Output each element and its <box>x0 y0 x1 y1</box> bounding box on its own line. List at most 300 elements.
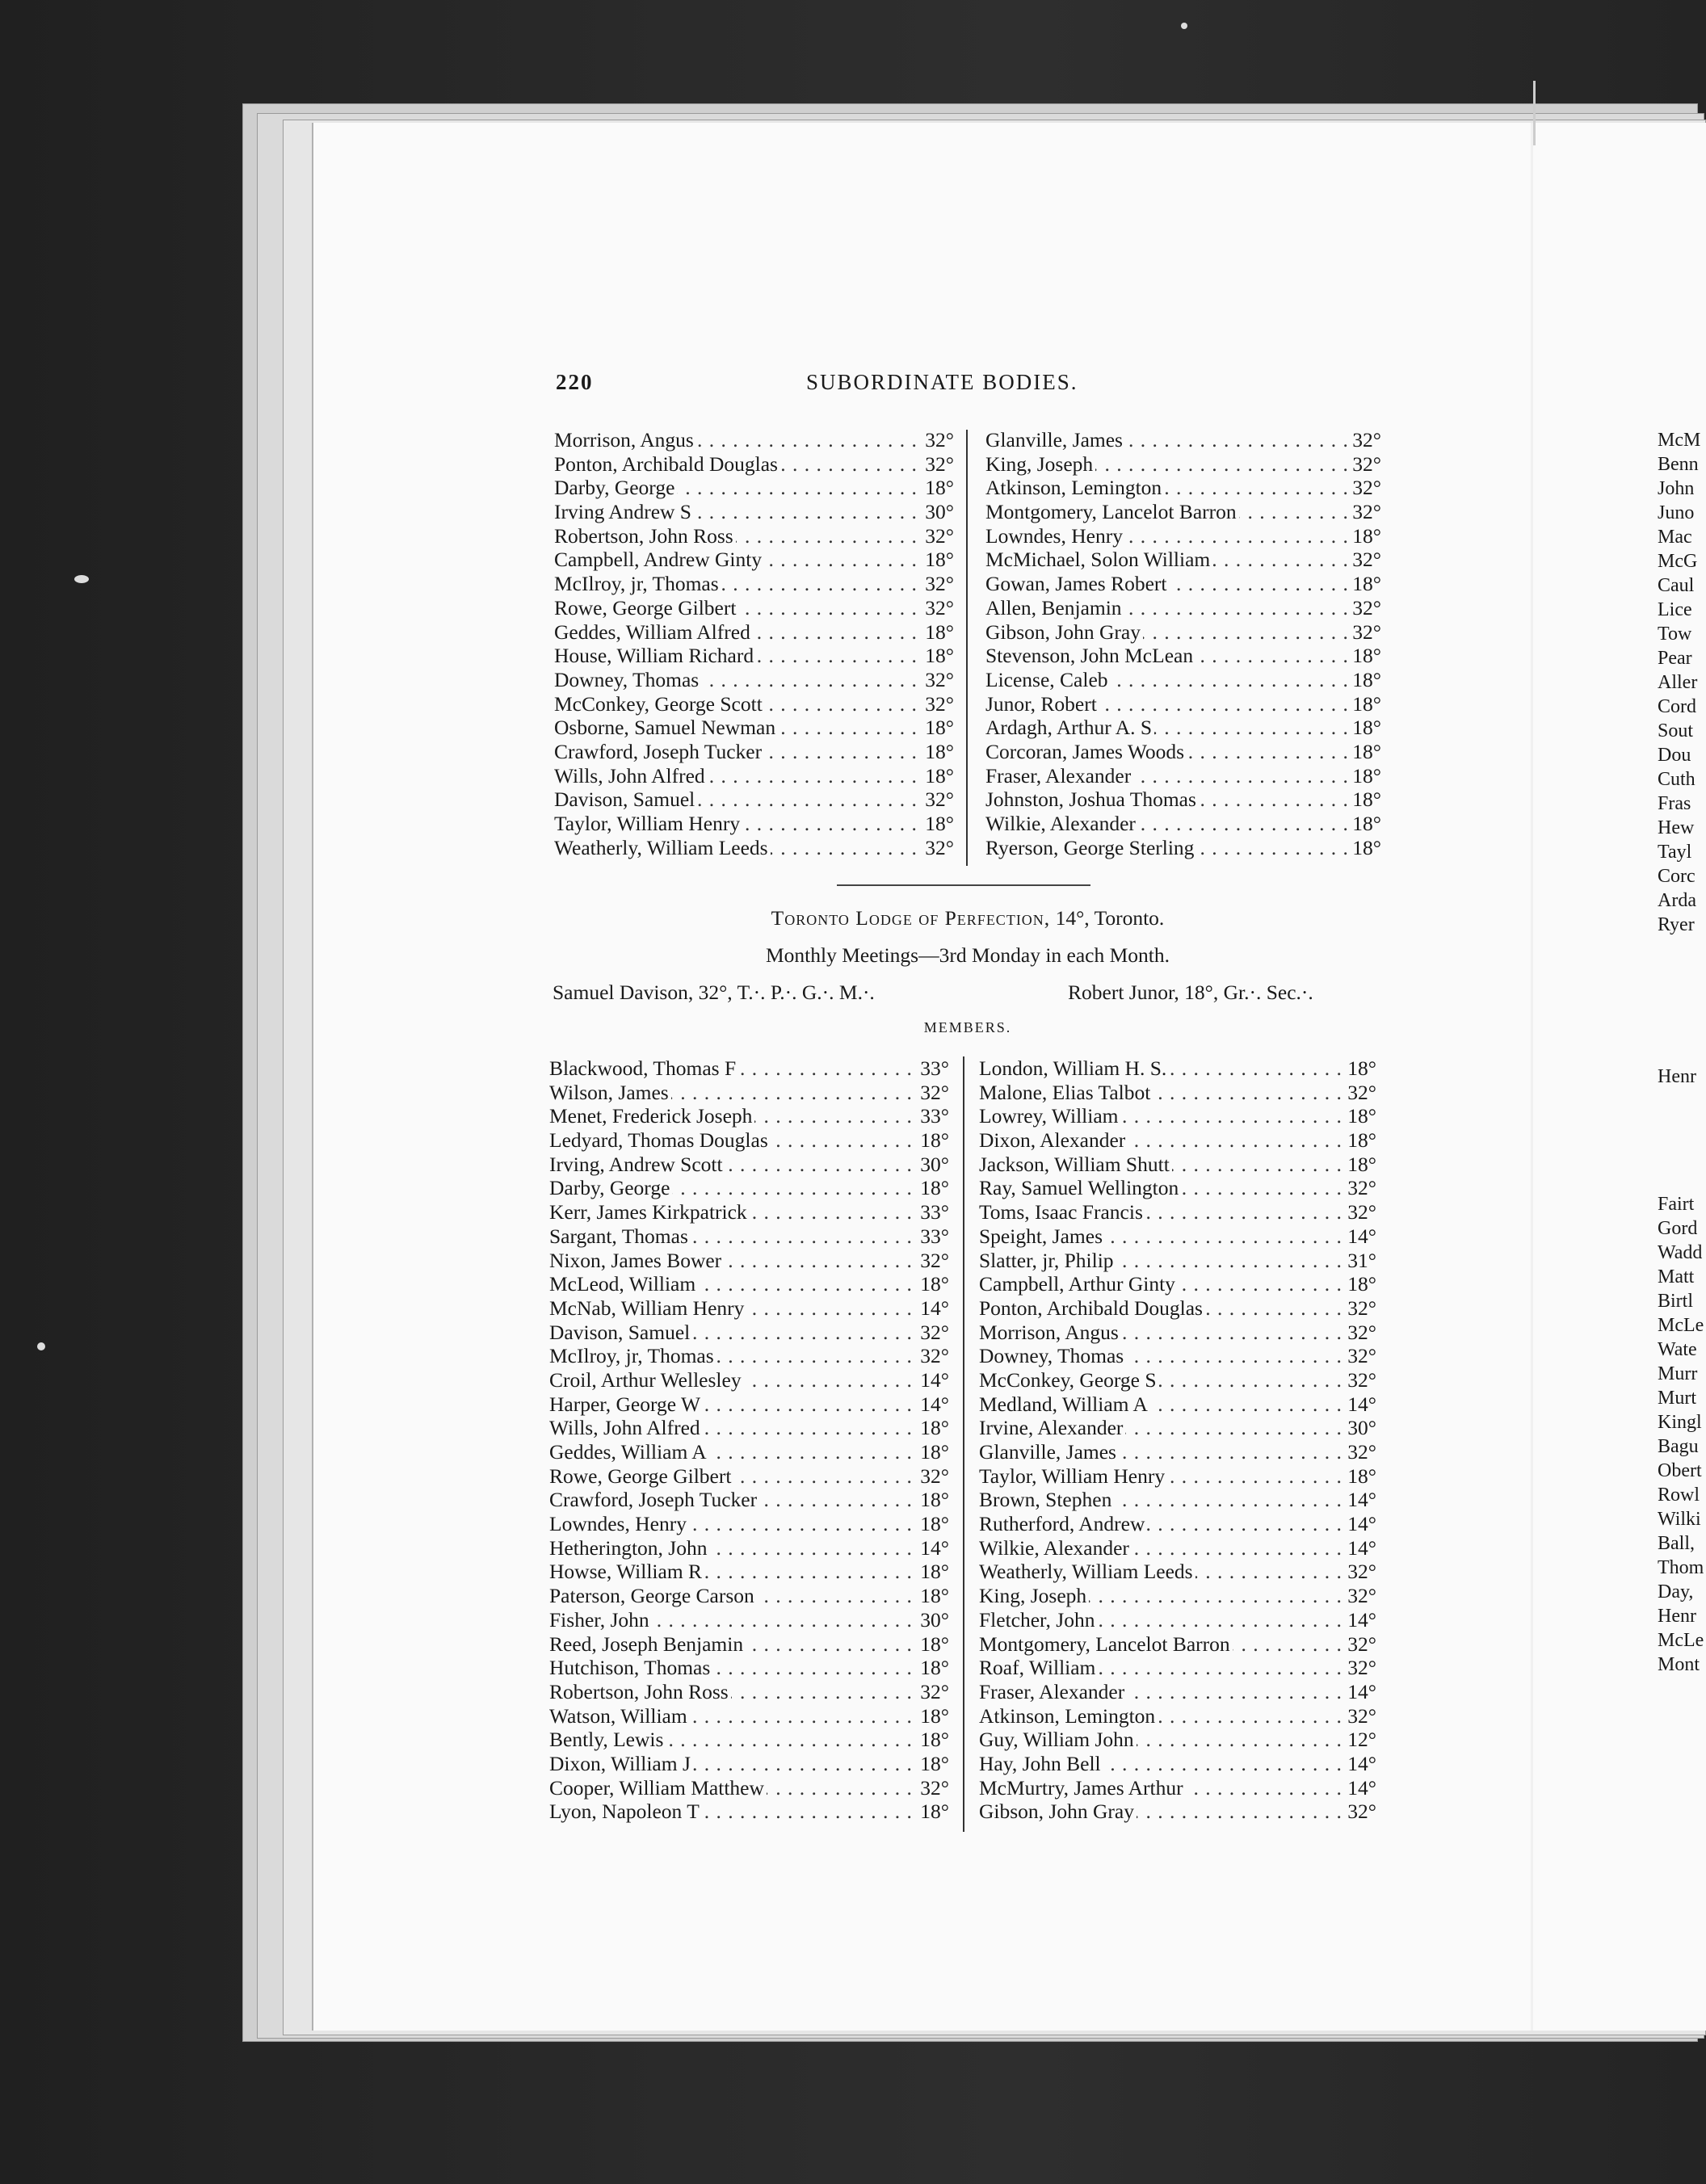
next-page-fragment: Pear <box>1658 648 1692 669</box>
member-name: King, Joseph <box>979 1584 1089 1607</box>
member-degree: 32° <box>1345 1344 1376 1368</box>
member-name: McNab, William Henry <box>549 1296 746 1320</box>
member-name: Junor, Robert <box>985 692 1099 716</box>
member-degree: 33° <box>918 1200 949 1224</box>
member-name: Fisher, John <box>549 1608 652 1632</box>
next-page-fragment: Birtl <box>1658 1291 1694 1312</box>
roster-entry <box>985 644 1381 668</box>
roster-entry <box>985 836 1381 860</box>
member-name: Glanville, James <box>985 428 1125 452</box>
member-name: Allen, Benjamin <box>985 596 1124 620</box>
next-page-fragment: Fairt <box>1658 1194 1695 1215</box>
member-degree: 33° <box>918 1224 949 1249</box>
scan-speck <box>74 575 89 583</box>
column-divider <box>966 430 968 866</box>
roster-entry <box>554 740 954 764</box>
roster-entry <box>549 1056 949 1081</box>
member-name: Slatter, jr, Philip <box>979 1249 1116 1272</box>
roster-entry <box>979 1296 1376 1321</box>
member-name: Dixon, William J <box>549 1752 693 1775</box>
next-page-fragment: Obert <box>1658 1460 1702 1481</box>
member-degree: 32° <box>1345 1800 1376 1824</box>
member-name: Morrison, Angus <box>554 428 696 452</box>
member-degree: 32° <box>1350 452 1381 477</box>
member-name: Paterson, George Carson <box>549 1584 757 1607</box>
roster-entry <box>979 1560 1376 1584</box>
member-degree: 32° <box>918 1081 949 1105</box>
next-page-fragment: Wadd <box>1658 1242 1703 1263</box>
member-name: Irving Andrew S <box>554 500 694 523</box>
next-page-fragment: Wilki <box>1658 1509 1701 1530</box>
top-roster-right <box>985 428 1381 859</box>
next-page-fragment: Murt <box>1658 1388 1696 1409</box>
roster-entry <box>979 1416 1376 1440</box>
roster-entry <box>979 1056 1376 1081</box>
roster-entry <box>554 524 954 548</box>
member-degree: 18° <box>922 620 954 645</box>
member-name: Wilson, James <box>549 1081 671 1104</box>
member-name: Toms, Isaac Francis <box>979 1200 1145 1224</box>
member-name: Taylor, William Henry <box>979 1464 1167 1488</box>
member-name: Ponton, Archibald Douglas <box>979 1296 1205 1320</box>
scan-speck <box>37 1342 45 1350</box>
member-name: Guy, William John <box>979 1728 1137 1751</box>
roster-entry <box>549 1440 949 1464</box>
member-name: Jackson, William Shutt <box>979 1153 1172 1176</box>
roster-entry <box>979 1752 1376 1776</box>
next-page-fragment: Murr <box>1658 1363 1698 1384</box>
member-name: Ryerson, George Sterling <box>985 836 1196 859</box>
member-degree: 18° <box>1345 1128 1376 1153</box>
member-name: Geddes, William A <box>549 1440 709 1464</box>
next-page-fragment: McM <box>1658 430 1701 451</box>
member-name: McIlroy, jr, Thomas <box>549 1344 716 1367</box>
roster-entry <box>554 452 954 477</box>
roster-entry <box>979 1488 1376 1512</box>
member-degree: 14° <box>1345 1752 1376 1776</box>
member-degree: 18° <box>922 476 954 500</box>
members-left <box>549 1056 949 1824</box>
page-header <box>556 370 1404 402</box>
roster-entry <box>985 596 1381 620</box>
page-gutter <box>1531 123 1533 2031</box>
member-name: Rowe, George Gilbert <box>554 596 738 620</box>
scan-speck <box>1181 23 1187 29</box>
roster-entry <box>985 764 1381 788</box>
member-name: Fraser, Alexander <box>985 764 1133 788</box>
roster-entry <box>979 1272 1376 1296</box>
member-degree: 32° <box>1350 548 1381 572</box>
roster-entry <box>985 428 1381 452</box>
roster-entry <box>549 1632 949 1657</box>
officer-left: Samuel Davison, 32°, T.·. P.·. G.·. M.·. <box>553 981 875 1004</box>
member-name: Crawford, Joseph Tucker <box>554 740 764 763</box>
roster-entry <box>549 1368 949 1392</box>
next-page-fragment: Matt <box>1658 1266 1695 1287</box>
member-degree: 32° <box>922 692 954 716</box>
member-degree: 14° <box>1345 1776 1376 1800</box>
member-degree: 32° <box>1345 1321 1376 1345</box>
member-degree: 14° <box>1345 1680 1376 1704</box>
member-degree: 32° <box>918 1464 949 1489</box>
member-name: London, William H. S. <box>979 1056 1169 1080</box>
next-page-fragment: Kingl <box>1658 1412 1702 1433</box>
roster-entry <box>554 500 954 524</box>
roster-entry <box>985 524 1381 548</box>
roster-entry <box>549 1344 949 1368</box>
roster-entry <box>979 1704 1376 1728</box>
member-degree: 32° <box>918 1249 949 1273</box>
member-name: Cooper, William Matthew <box>549 1776 767 1800</box>
roster-entry <box>549 1752 949 1776</box>
member-name: Ponton, Archibald Douglas <box>554 452 780 476</box>
next-page-fragment: Benn <box>1658 454 1699 475</box>
roster-entry <box>554 668 954 692</box>
member-degree: 18° <box>918 1656 949 1680</box>
member-degree: 18° <box>918 1584 949 1608</box>
roster-entry <box>549 1512 949 1536</box>
member-degree: 18° <box>922 644 954 668</box>
roster-entry <box>985 692 1381 716</box>
page-title: SUBORDINATE BODIES. <box>806 370 1078 394</box>
roster-entry <box>979 1680 1376 1704</box>
roster-entry <box>549 1776 949 1800</box>
member-degree: 18° <box>918 1800 949 1824</box>
member-degree: 32° <box>1345 1584 1376 1608</box>
member-degree: 32° <box>1345 1656 1376 1680</box>
next-page-fragment: Corc <box>1658 866 1695 887</box>
lodge-degree: 14°, <box>1055 906 1090 930</box>
member-degree: 18° <box>918 1176 949 1200</box>
member-name: Hay, John Bell <box>979 1752 1103 1775</box>
member-name: Lowrey, William <box>979 1104 1120 1128</box>
member-name: Gibson, John Gray <box>979 1800 1137 1823</box>
member-name: Medland, William A <box>979 1392 1150 1416</box>
roster-entry <box>549 1272 949 1296</box>
member-name: McMichael, Solon William <box>985 548 1212 571</box>
roster-entry <box>979 1128 1376 1153</box>
member-degree: 32° <box>1345 1200 1376 1224</box>
roster-entry <box>549 1249 949 1273</box>
member-degree: 18° <box>918 1752 949 1776</box>
next-page-fragment: Cuth <box>1658 769 1695 790</box>
member-degree: 32° <box>922 836 954 860</box>
roster-entry <box>549 1464 949 1489</box>
next-page-fragment: Mac <box>1658 527 1692 548</box>
member-name: Campbell, Arthur Ginty <box>979 1272 1178 1296</box>
member-name: Howse, William R <box>549 1560 704 1583</box>
roster-entry <box>979 1776 1376 1800</box>
member-degree: 32° <box>1345 1632 1376 1657</box>
member-degree: 32° <box>1345 1368 1376 1392</box>
member-name: McConkey, George S <box>979 1368 1159 1392</box>
roster-entry <box>554 692 954 716</box>
member-name: Ray, Samuel Wellington <box>979 1176 1181 1199</box>
page-number: 220 <box>556 370 594 394</box>
member-degree: 32° <box>1350 620 1381 645</box>
next-page-fragment: Cord <box>1658 696 1696 717</box>
member-degree: 18° <box>1350 668 1381 692</box>
roster-entry <box>549 1728 949 1752</box>
member-degree: 18° <box>922 548 954 572</box>
roster-entry <box>554 836 954 860</box>
member-name: Wilkie, Alexander <box>985 812 1138 835</box>
members-right <box>979 1056 1376 1824</box>
member-name: Gibson, John Gray <box>985 620 1143 644</box>
lodge-name: Toronto Lodge of Perfection, <box>771 906 1051 930</box>
member-name: Irving, Andrew Scott <box>549 1153 725 1176</box>
roster-entry <box>979 1632 1376 1657</box>
member-name: Morrison, Angus <box>979 1321 1121 1344</box>
member-name: Wilkie, Alexander <box>979 1536 1132 1560</box>
member-degree: 32° <box>1345 1296 1376 1321</box>
member-name: Nixon, James Bower <box>549 1249 724 1272</box>
roster-entry <box>979 1392 1376 1417</box>
roster-entry <box>554 620 954 645</box>
member-degree: 18° <box>918 1440 949 1464</box>
roster-entry <box>554 548 954 572</box>
member-degree: 32° <box>918 1321 949 1345</box>
roster-entry <box>554 596 954 620</box>
member-degree: 18° <box>1350 764 1381 788</box>
roster-entry <box>979 1321 1376 1345</box>
member-name: Fraser, Alexander <box>979 1680 1127 1703</box>
member-degree: 12° <box>1345 1728 1376 1752</box>
member-name: Weatherly, William Leeds <box>554 836 771 859</box>
next-page-fragment: Bagu <box>1658 1436 1699 1457</box>
member-name: Osborne, Samuel Newman <box>554 716 778 739</box>
next-page-fragment: McLe <box>1658 1630 1704 1651</box>
roster-entry <box>554 476 954 500</box>
member-name: Downey, Thomas <box>554 668 701 691</box>
member-name: Dixon, Alexander <box>979 1128 1128 1152</box>
member-degree: 32° <box>922 452 954 477</box>
member-degree: 18° <box>918 1128 949 1153</box>
member-name: Gowan, James Robert <box>985 572 1170 595</box>
roster-entry <box>549 1081 949 1105</box>
member-degree: 14° <box>1345 1224 1376 1249</box>
roster-entry <box>554 644 954 668</box>
member-degree: 30° <box>918 1153 949 1177</box>
roster-entry <box>549 1153 949 1177</box>
roster-entry <box>985 668 1381 692</box>
member-degree: 18° <box>922 764 954 788</box>
member-name: Stevenson, John McLean <box>985 644 1195 667</box>
roster-entry <box>549 1296 949 1321</box>
member-degree: 32° <box>1345 1560 1376 1584</box>
member-name: Lyon, Napoleon T <box>549 1800 702 1823</box>
roster-entry <box>979 1584 1376 1608</box>
member-name: Bently, Lewis <box>549 1728 666 1751</box>
member-degree: 14° <box>1345 1536 1376 1560</box>
member-degree: 18° <box>1345 1056 1376 1081</box>
roster-entry <box>979 1440 1376 1464</box>
roster-entry <box>985 620 1381 645</box>
next-page-fragment: McG <box>1658 551 1698 572</box>
member-name: House, William Richard <box>554 644 756 667</box>
member-degree: 33° <box>918 1056 949 1081</box>
member-name: King, Joseph <box>985 452 1095 476</box>
roster-entry <box>549 1104 949 1128</box>
member-degree: 14° <box>918 1536 949 1560</box>
member-degree: 18° <box>1350 740 1381 764</box>
member-degree: 30° <box>922 500 954 524</box>
member-degree: 32° <box>1345 1081 1376 1105</box>
roster-entry <box>549 1608 949 1632</box>
roster-entry <box>979 1368 1376 1392</box>
next-page-fragment: Aller <box>1658 672 1698 693</box>
roster-entry <box>979 1536 1376 1560</box>
next-page-fragment: Thom <box>1658 1557 1704 1578</box>
member-name: Ardagh, Arthur A. S <box>985 716 1154 739</box>
member-name: McIlroy, jr, Thomas <box>554 572 721 595</box>
next-page-fragment: Caul <box>1658 575 1695 596</box>
member-name: Brown, Stephen <box>979 1488 1114 1511</box>
member-name: Hetherington, John <box>549 1536 709 1560</box>
member-name: Robertson, John Ross <box>554 524 736 548</box>
member-name: Robertson, John Ross <box>549 1680 731 1703</box>
member-degree: 18° <box>1345 1153 1376 1177</box>
roster-entry <box>554 572 954 596</box>
member-name: Harper, George W <box>549 1392 703 1416</box>
member-name: Campbell, Andrew Ginty <box>554 548 764 571</box>
roster-entry <box>549 1800 949 1824</box>
member-name: Weatherly, William Leeds <box>979 1560 1195 1583</box>
member-name: Menet, Frederick Joseph <box>549 1104 754 1128</box>
member-name: Montgomery, Lancelot Barron <box>979 1632 1233 1656</box>
member-degree: 18° <box>918 1488 949 1512</box>
member-degree: 18° <box>918 1632 949 1657</box>
member-degree: 32° <box>1350 428 1381 452</box>
member-degree: 32° <box>918 1344 949 1368</box>
roster-entry <box>979 1176 1376 1200</box>
roster-entry <box>549 1224 949 1249</box>
member-degree: 32° <box>1345 1704 1376 1728</box>
next-page-fragment: Hew <box>1658 817 1695 838</box>
next-page-fragment: John <box>1658 478 1695 499</box>
member-degree: 18° <box>1350 812 1381 836</box>
member-name: Geddes, William Alfred <box>554 620 753 644</box>
next-page-fragment: Fras <box>1658 793 1691 814</box>
member-degree: 32° <box>918 1776 949 1800</box>
member-name: Darby, George <box>554 476 677 499</box>
member-degree: 18° <box>1350 524 1381 548</box>
roster-entry <box>979 1344 1376 1368</box>
member-degree: 32° <box>1345 1440 1376 1464</box>
next-page-fragment: Henr <box>1658 1066 1696 1087</box>
next-page-fragment: Dou <box>1658 745 1691 766</box>
roster-entry <box>979 1728 1376 1752</box>
member-degree: 14° <box>1345 1608 1376 1632</box>
member-name: License, Caleb <box>985 668 1111 691</box>
member-degree: 32° <box>1345 1176 1376 1200</box>
member-degree: 18° <box>1345 1104 1376 1128</box>
member-name: Reed, Joseph Benjamin <box>549 1632 746 1656</box>
roster-entry <box>549 1176 949 1200</box>
member-name: Corcoran, James Woods <box>985 740 1187 763</box>
member-name: Downey, Thomas <box>979 1344 1126 1367</box>
roster-entry <box>985 812 1381 836</box>
roster-entry <box>554 428 954 452</box>
member-degree: 18° <box>1350 788 1381 812</box>
roster-entry <box>979 1800 1376 1824</box>
next-page-fragment: Tayl <box>1658 842 1692 863</box>
roster-entry <box>979 1249 1376 1273</box>
member-name: Hutchison, Thomas <box>549 1656 712 1679</box>
member-name: Lowndes, Henry <box>985 524 1125 548</box>
roster-entry <box>979 1200 1376 1224</box>
roster-entry <box>549 1584 949 1608</box>
next-page-fragment: Ryer <box>1658 914 1695 935</box>
member-degree: 30° <box>918 1608 949 1632</box>
member-degree: 32° <box>922 572 954 596</box>
member-name: Roaf, William <box>979 1656 1098 1679</box>
member-degree: 14° <box>1345 1392 1376 1417</box>
next-page-fragment: Mont <box>1658 1654 1700 1675</box>
member-degree: 18° <box>918 1512 949 1536</box>
member-degree: 18° <box>918 1728 949 1752</box>
members-divider <box>963 1056 964 1832</box>
next-page-column-mid <box>1658 1065 1696 1089</box>
roster-entry <box>979 1104 1376 1128</box>
member-degree: 31° <box>1345 1249 1376 1273</box>
member-degree: 33° <box>918 1104 949 1128</box>
member-degree: 32° <box>922 428 954 452</box>
member-name: Rutherford, Andrew <box>979 1512 1147 1535</box>
member-degree: 18° <box>1345 1464 1376 1489</box>
member-degree: 18° <box>922 812 954 836</box>
roster-entry <box>985 500 1381 524</box>
roster-entry <box>549 1560 949 1584</box>
officer-right: Robert Junor, 18°, Gr.·. Sec.·. <box>1068 981 1313 1004</box>
member-name: Darby, George <box>549 1176 672 1199</box>
member-degree: 32° <box>922 668 954 692</box>
roster-entry <box>979 1464 1376 1489</box>
member-degree: 32° <box>922 788 954 812</box>
member-degree: 14° <box>918 1392 949 1417</box>
member-name: McMurtry, James Arthur <box>979 1776 1186 1800</box>
section-rule <box>837 884 1090 886</box>
member-name: Blackwood, Thomas F <box>549 1056 738 1080</box>
member-name: Ledyard, Thomas Douglas <box>549 1128 771 1152</box>
lodge-title <box>554 906 1381 930</box>
roster-entry <box>979 1224 1376 1249</box>
next-page-fragment: Gord <box>1658 1218 1698 1239</box>
member-degree: 14° <box>918 1368 949 1392</box>
member-name: McLeod, William <box>549 1272 698 1296</box>
member-name: Atkinson, Lemington <box>985 476 1164 499</box>
member-degree: 14° <box>1345 1488 1376 1512</box>
member-degree: 18° <box>922 716 954 740</box>
roster-entry <box>985 788 1381 812</box>
member-degree: 18° <box>1350 836 1381 860</box>
member-name: Kerr, James Kirkpatrick <box>549 1200 750 1224</box>
member-degree: 32° <box>922 596 954 620</box>
roster-entry <box>549 1321 949 1345</box>
roster-entry <box>979 1512 1376 1536</box>
roster-entry <box>985 572 1381 596</box>
member-degree: 32° <box>1350 476 1381 500</box>
member-name: Davison, Samuel <box>549 1321 692 1344</box>
next-page-fragment: Ball, <box>1658 1533 1695 1554</box>
roster-entry <box>549 1200 949 1224</box>
member-name: Irvine, Alexander <box>979 1416 1125 1439</box>
roster-entry <box>549 1680 949 1704</box>
lodge-city: Toronto. <box>1094 906 1165 930</box>
next-page-fragment: Arda <box>1658 890 1696 911</box>
roster-entry <box>549 1416 949 1440</box>
roster-entry <box>979 1153 1376 1177</box>
